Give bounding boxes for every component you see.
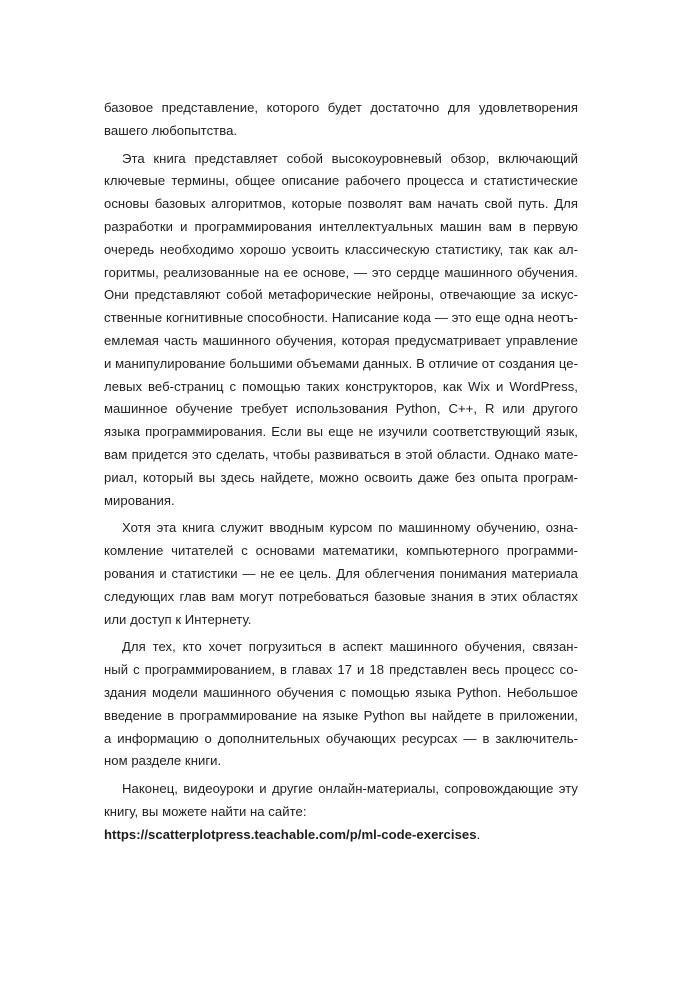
text-line: а информацию о дополнительных обучающих ресурсах — в заключитель-	[104, 730, 578, 746]
text-line: ный с программированием, в главах 17 и 18 представлен весь процесс со-	[104, 662, 578, 678]
text-line: введение в программирование на языке Python вы найдете в приложении,	[104, 707, 578, 723]
text-line: и манипулирование большими объемами данных. В отличие от создания це-	[104, 355, 578, 371]
course-url-link[interactable]: https://scatterplotpress.teachable.com/p/ml-code-exercises	[104, 826, 477, 842]
text-line: или доступ к Интернету.	[104, 611, 252, 627]
text-line: Эта книга представляет собой высокоуровневый обзор, включающий	[122, 150, 578, 166]
url-trailing-period: .	[476, 826, 481, 842]
text-line: емлемая часть машинного обучения, которая предусматривает управление	[104, 332, 578, 348]
text-line: основы базовых алгоритмов, которые позволят вам начать свой путь. Для	[104, 196, 578, 212]
text-line: Хотя эта книга служит вводным курсом по машинному обучению, озна-	[122, 520, 578, 536]
text-line: вашего любопытства.	[104, 122, 238, 138]
text-line: вам придется это сделать, чтобы развиваться в этой области. Однако мате-	[104, 446, 578, 462]
text-line: следующих глав вам могут потребоваться базовые знания в этих областях	[104, 588, 578, 604]
text-line: комление читателей с основами математики, компьютерного программи-	[104, 543, 578, 559]
text-line: языка программирования. Если вы еще не изучили соответствующий язык,	[104, 424, 578, 440]
url-line	[104, 824, 578, 847]
text-line: горитмы, реализованные на ее основе, — это сердце машинного обучения.	[104, 264, 578, 280]
text-line: очередь необходимо хорошо усвоить классическую статистику, так как ал-	[104, 241, 578, 257]
text-line: риал, который вы здесь найдете, можно освоить даже без опыта програм-	[104, 469, 578, 485]
text-line: левых веб-страниц с помощью таких конструкторов, как Wix и WordPress,	[104, 378, 578, 394]
text-line: книгу, вы можете найти на сайте:	[104, 803, 307, 819]
text-line: базовое представление, которого будет достаточно для удовлетворения	[104, 100, 578, 115]
text-line: рования и статистики — не ее цель. Для облегчения понимания материала	[104, 565, 578, 581]
text-line: Для тех, кто хочет погрузиться в аспект машинного обучения, связан-	[122, 639, 578, 655]
text-line: мирования.	[104, 492, 175, 508]
text-line: здания модели машинного обучения с помощью языка Python. Небольшое	[104, 684, 578, 700]
text-line: ключевые термины, общее описание рабочего процесса и статистические	[104, 173, 578, 189]
body-text	[104, 97, 578, 847]
text-line: машинное обучение требует использования Python, C++, R или другого	[104, 401, 578, 417]
text-line: Они представляют собой метафорические нейроны, отвечающие за искус-	[104, 287, 578, 303]
text-line: ственные когнитивные способности. Написание кода — это еще одна неотъ-	[104, 310, 578, 326]
text-line: ном разделе книги.	[104, 753, 222, 769]
text-line: Наконец, видеоуроки и другие онлайн-материалы, сопровождающие эту	[122, 781, 578, 797]
text-line: разработки и программирования интеллектуальных машин вам в первую	[104, 218, 578, 234]
